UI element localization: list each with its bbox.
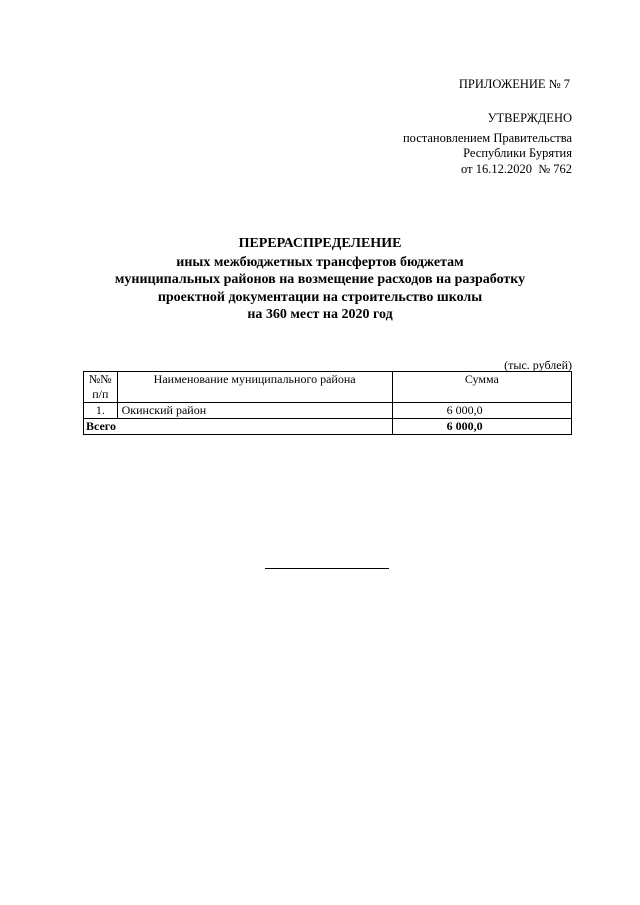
title-line-3: муниципальных районов на возмещение расходов на разработку [114,272,526,287]
row-number-cell: 1. [84,403,118,419]
approval-date-number: от 16.12.2020 № 762 [461,161,572,176]
header-number-line2: п/п [92,387,109,401]
appendix-number: ПРИЛОЖЕНИЕ № 7 [458,77,570,91]
title-line-4: проектной документации на строительство школы [157,289,483,305]
title-line-2: иных межбюджетных трансфертов бюджетам [176,254,464,270]
distribution-table [83,371,572,435]
title-line-1: ПЕРЕРАСПРЕДЕЛЕНИЕ [238,236,402,251]
units-note: (тыс. рублей) [504,358,572,372]
header-name-cell: Наименование муниципального района [117,372,392,403]
table-row [84,403,572,419]
header-number-line1: №№ [88,372,112,386]
total-sum-cell: 6 000,0 [392,419,571,435]
row-sum-cell: 6 000,0 [392,403,571,419]
document-title [0,235,640,324]
approved-by-line1: постановлением Правительства [402,130,572,145]
table-total-row [84,419,572,435]
approval-block [403,111,572,177]
closing-divider-line [265,568,389,569]
table-header-row [84,372,572,403]
total-label-cell: Всего [84,419,393,435]
approved-label: УТВЕРЖДЕНО [487,111,572,125]
title-line-5: на 360 мест на 2020 год [247,307,393,322]
row-name-cell: Окинский район [117,403,392,419]
header-sum-cell: Сумма [392,372,571,403]
approved-by-line2: Республики Бурятия [463,146,572,160]
header-number-cell [84,372,118,403]
